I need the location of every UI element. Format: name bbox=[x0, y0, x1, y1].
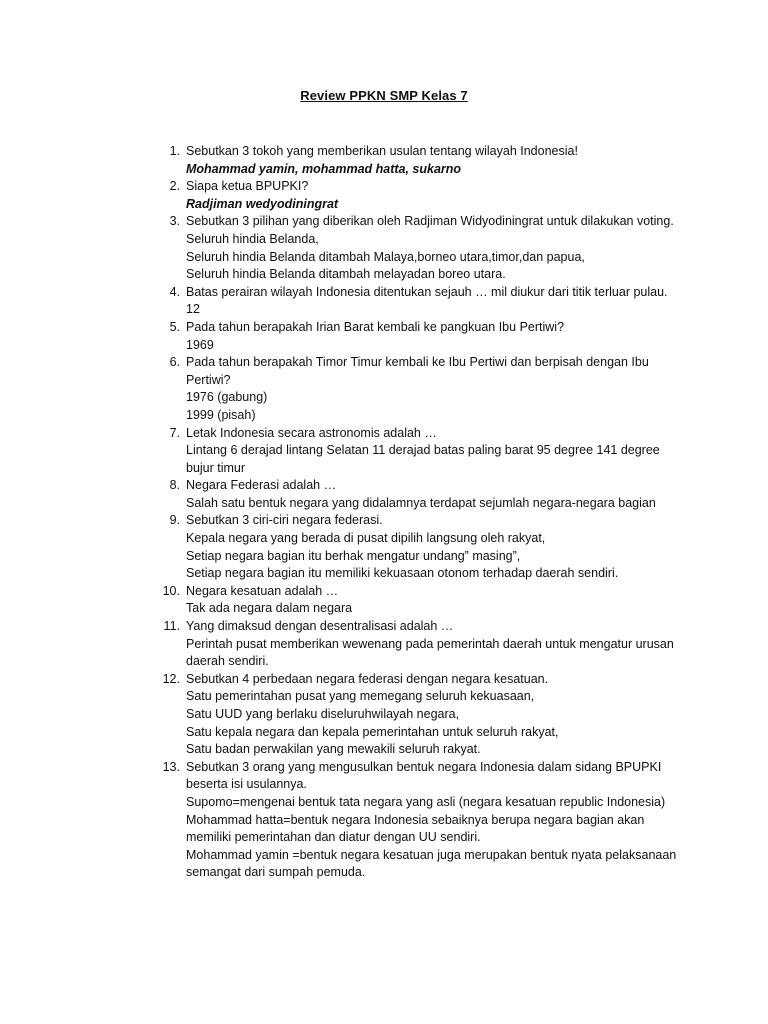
question-list bbox=[150, 143, 680, 882]
answer-text: Satu pemerintahan pusat yang memegang seluruh kekuasaan, bbox=[186, 689, 535, 704]
question-item bbox=[150, 213, 680, 283]
answer-text: 1999 (pisah) bbox=[186, 407, 256, 422]
answer-text: Tak ada negara dalam negara bbox=[186, 601, 353, 616]
question-text: Sebutkan 3 orang yang mengusulkan bentuk negara Indonesia dalam sidang BPUPKI beserta isi usulannya. bbox=[186, 759, 662, 792]
answer-text: Setiap negara bagian itu memiliki kekuasaan otonom terhadap daerah sendiri. bbox=[186, 566, 619, 581]
question-item bbox=[150, 143, 680, 178]
question-text: Sebutkan 3 pilihan yang diberikan oleh Radjiman Widyodiningrat untuk dilakukan voting. bbox=[186, 214, 674, 229]
question-number: 7. bbox=[169, 425, 180, 440]
question-number: 1. bbox=[169, 144, 180, 158]
answer-text: Setiap negara bagian itu berhak mengatur undang” masing”, bbox=[186, 548, 521, 563]
question-item bbox=[150, 178, 680, 213]
question-text: Sebutkan 3 ciri-ciri negara federasi. bbox=[186, 513, 383, 528]
question-text: Negara Federasi adalah … bbox=[186, 478, 337, 493]
question-item bbox=[150, 671, 680, 759]
answer-text: Mohammad hatta=bentuk negara Indonesia sebaiknya berupa negara bagian akan memiliki pemerintahan dan diatur dengan UU sendiri. bbox=[186, 812, 645, 845]
question-number: 5. bbox=[169, 319, 180, 334]
answer-text: Salah satu bentuk negara yang didalamnya terdapat sejumlah negara-negara bagian bbox=[186, 495, 656, 510]
question-number: 8. bbox=[169, 478, 180, 493]
question-number: 3. bbox=[169, 214, 180, 229]
question-item bbox=[150, 512, 680, 582]
question-number: 2. bbox=[169, 179, 180, 194]
question-text: Sebutkan 3 tokoh yang memberikan usulan tentang wilayah Indonesia! bbox=[186, 144, 578, 158]
answer-text: Mohammad yamin =bentuk negara kesatuan juga merupakan bentuk nyata pelaksanaan semangat dari sumpah pemuda. bbox=[186, 847, 677, 880]
question-item bbox=[150, 618, 680, 671]
question-text: Batas perairan wilayah Indonesia ditentukan sejauh … mil diukur dari titik terluar pulau. bbox=[186, 284, 668, 299]
answer-text: Radjiman wedyodiningrat bbox=[186, 196, 339, 211]
question-text: Pada tahun berapakah Timor Timur kembali ke Ibu Pertiwi dan berpisah dengan Ibu Pertiwi? bbox=[186, 355, 649, 387]
answer-text: Seluruh hindia Belanda, bbox=[186, 231, 319, 246]
question-text: Pada tahun berapakah Irian Barat kembali ke pangkuan Ibu Pertiwi? bbox=[186, 319, 565, 334]
answer-text: Satu kepala negara dan kepala pemerintahan untuk seluruh rakyat, bbox=[186, 724, 559, 739]
question-item bbox=[150, 477, 680, 512]
answer-text: Perintah pusat memberikan wewenang pada pemerintah daerah untuk mengatur urusan daerah sendiri. bbox=[186, 636, 674, 669]
question-number: 12. bbox=[162, 671, 180, 686]
answer-text: Lintang 6 derajad lintang Selatan 11 derajad batas paling barat 95 degree 141 degree bujur timur bbox=[186, 443, 660, 475]
question-text: Siapa ketua BPUPKI? bbox=[186, 179, 309, 194]
question-text: Yang dimaksud dengan desentralisasi adalah … bbox=[186, 619, 454, 634]
answer-text: 12 bbox=[186, 302, 200, 317]
question-number: 11. bbox=[163, 619, 180, 634]
question-item bbox=[150, 354, 680, 424]
question-number: 6. bbox=[169, 355, 180, 370]
question-item bbox=[150, 319, 680, 354]
answer-text: 1976 (gabung) bbox=[186, 390, 268, 405]
question-text: Negara kesatuan adalah … bbox=[186, 583, 339, 598]
question-text: Sebutkan 4 perbedaan negara federasi dengan negara kesatuan. bbox=[186, 671, 549, 686]
question-number: 13. bbox=[162, 759, 180, 774]
document-title: Review PPKN SMP Kelas 7 bbox=[300, 88, 468, 103]
question-text: Letak Indonesia secara astronomis adalah … bbox=[186, 425, 437, 440]
answer-text: Satu badan perwakilan yang mewakili seluruh rakyat. bbox=[186, 742, 481, 757]
question-item bbox=[150, 759, 680, 882]
answer-text: Seluruh hindia Belanda ditambah melayadan boreo utara. bbox=[186, 267, 506, 282]
answer-text: Mohammad yamin, mohammad hatta, sukarno bbox=[186, 161, 462, 176]
answer-text: Satu UUD yang berlaku diseluruhwilayah negara, bbox=[186, 707, 460, 721]
question-item bbox=[150, 284, 680, 319]
answer-text: Seluruh hindia Belanda ditambah Malaya,borneo utara,timor,dan papua, bbox=[186, 249, 585, 264]
question-item bbox=[150, 583, 680, 618]
question-item bbox=[150, 425, 680, 478]
answer-text: Supomo=mengenai bentuk tata negara yang asli (negara kesatuan republic Indonesia) bbox=[186, 794, 666, 809]
question-number: 10. bbox=[162, 583, 180, 598]
answer-text: 1969 bbox=[186, 337, 214, 352]
question-number: 9. bbox=[169, 513, 180, 528]
question-number: 4. bbox=[169, 284, 180, 299]
answer-text: Kepala negara yang berada di pusat dipilih langsung oleh rakyat, bbox=[186, 531, 546, 546]
